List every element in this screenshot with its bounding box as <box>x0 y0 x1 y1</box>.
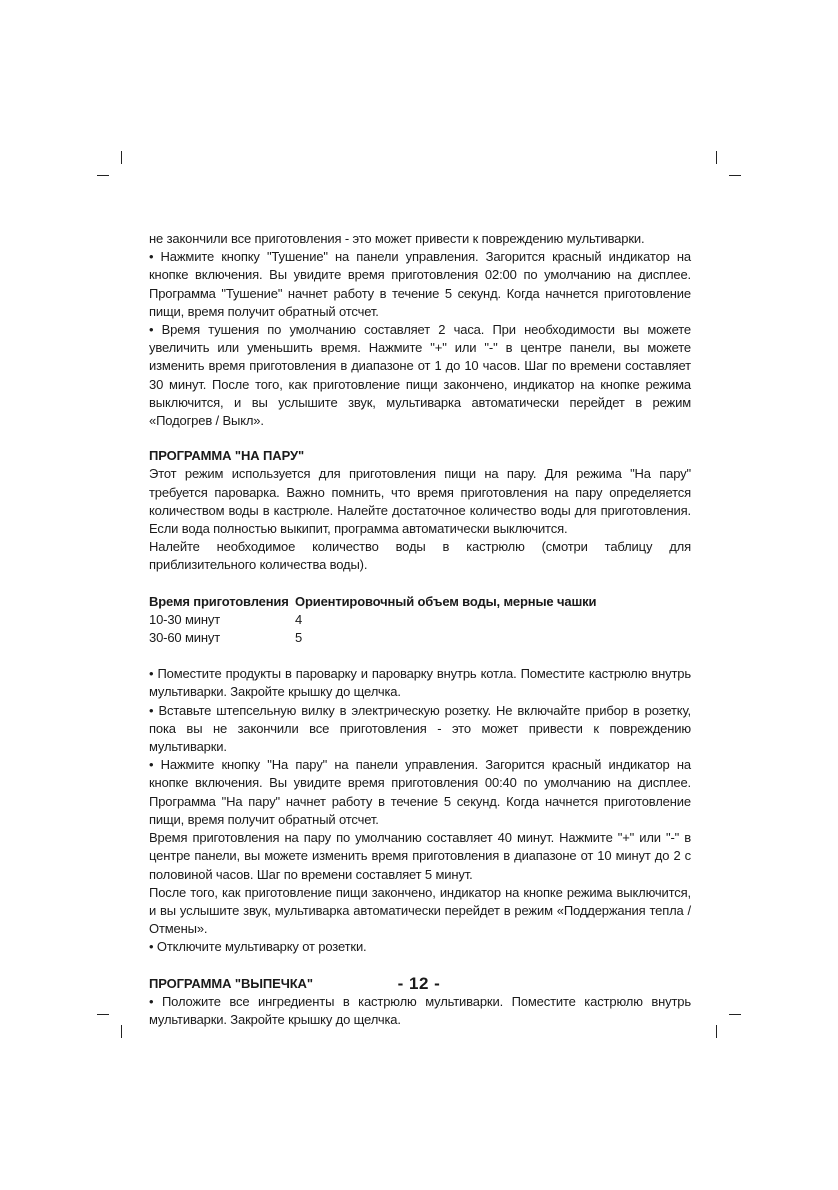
water-volume-table <box>149 593 596 648</box>
bake-program-heading: ПРОГРАММА "ВЫПЕЧКА" <box>149 975 313 991</box>
intro-step-stew-time: • Время тушения по умолчанию составляет 2 часа. При необходимости вы можете увеличить или уменьшить время. Нажмите "+" или "-" в центре панели, вы можете изменить время приготовления в диапазоне от 1 до 10 часов. Шаг по времени составляет 30 минут. После того, как приготовление пищи закончено, индикатор на кнопке режима выключится, и вы услышите звук, мультиварка автоматически перейдет в режим «Подогрев / Выкл». <box>149 322 691 429</box>
crop-mark-top-left-vertical <box>121 151 122 164</box>
steam-step-place-food: • Поместите продукты в пароварку и пароварку внутрь котла. Поместите кастрюлю внутрь мультиварки. Закройте крышку до щелчка. <box>149 666 691 700</box>
table-cell-time: 30-60 минут <box>149 630 221 646</box>
intro-continuation: не закончили все приготовления - это может привести к повреждению мультиварки. <box>149 231 645 246</box>
crop-mark-bottom-left-horizontal <box>97 1014 109 1015</box>
crop-mark-bottom-right-horizontal <box>729 1014 741 1015</box>
spacer <box>149 647 691 665</box>
crop-mark-top-left-horizontal <box>97 175 109 176</box>
crop-mark-top-right-horizontal <box>729 175 741 176</box>
steam-step-plug-in: • Вставьте штепсельную вилку в электрическую розетку. Не включайте прибор в розетку, пока вы не закончили все приготовления - это может привести к повреждению мультиварки. <box>149 702 691 755</box>
steam-program-heading: ПРОГРАММА "НА ПАРУ" <box>149 448 305 464</box>
table-header-time: Время приготовления <box>149 593 289 609</box>
steam-step-default-time: Время приготовления на пару по умолчанию составляет 40 минут. Нажмите "+" или "-" в центре панели, вы можете изменить время приготовления в диапазоне от 10 минут до 2 с половиной часов. Шаг по времени составляет 5 минут. <box>149 830 691 882</box>
page-number: - 12 - <box>397 974 441 993</box>
intro-step-stew-button: • Нажмите кнопку "Тушение" на панели управления. Загорится красный индикатор на кнопке включения. Вы увидите время приготовления 02:00 по умолчанию на дисплее. Программа "Тушение" начнет работу в течение 5 секунд. Когда начнется приготовление пищи, время получит обратный отсчет. <box>149 249 691 319</box>
steam-step-unplug: • Отключите мультиварку от розетки. <box>149 939 367 955</box>
steam-description: Этот режим используется для приготовления пищи на пару. Для режима "На пару" требуется пароварка. Важно помнить, что время приготовления на пару определяется количеством воды в кастрюле. Налейте достаточное количество воды для приготовления. Если вода полностью выкипит, программа автоматически выключится. <box>149 466 691 537</box>
bake-step-ingredients: • Положите все ингредиенты в кастрюлю мультиварки. Поместите кастрюлю внутрь мультиварки. Закройте крышку до щелчка. <box>149 993 691 1027</box>
page-content <box>149 230 691 1029</box>
crop-mark-bottom-right-vertical <box>716 1025 717 1038</box>
table-header-water: Ориентировочный объем воды, мерные чашки <box>295 593 597 609</box>
table-header-row <box>149 593 596 611</box>
steam-step-finish: После того, как приготовление пищи закончено, индикатор на кнопке режима выключится, и вы услышите звук, мультиварка автоматически перейдет в режим «Поддержания тепла / Отмены». <box>149 884 691 937</box>
steam-water-note: Налейте необходимое количество воды в кастрюлю (смотри таблицу для приблизительного количества воды). <box>149 539 691 573</box>
table-cell-water: 5 <box>295 630 303 646</box>
steam-step-press-button: • Нажмите кнопку "На пару" на панели управления. Загорится красный индикатор на кнопке включения. Вы увидите время приготовления 00:40 по умолчанию на дисплее. Программа "На пару" начнет работу в течение 5 секунд. Когда начнется приготовление пищи, время получит обратный отсчет. <box>149 757 691 827</box>
table-row <box>149 629 596 647</box>
table-cell-time: 10-30 минут <box>149 611 221 627</box>
table-row <box>149 611 596 629</box>
table-cell-water: 4 <box>295 611 303 627</box>
crop-mark-top-right-vertical <box>716 151 717 164</box>
crop-mark-bottom-left-vertical <box>121 1025 122 1038</box>
